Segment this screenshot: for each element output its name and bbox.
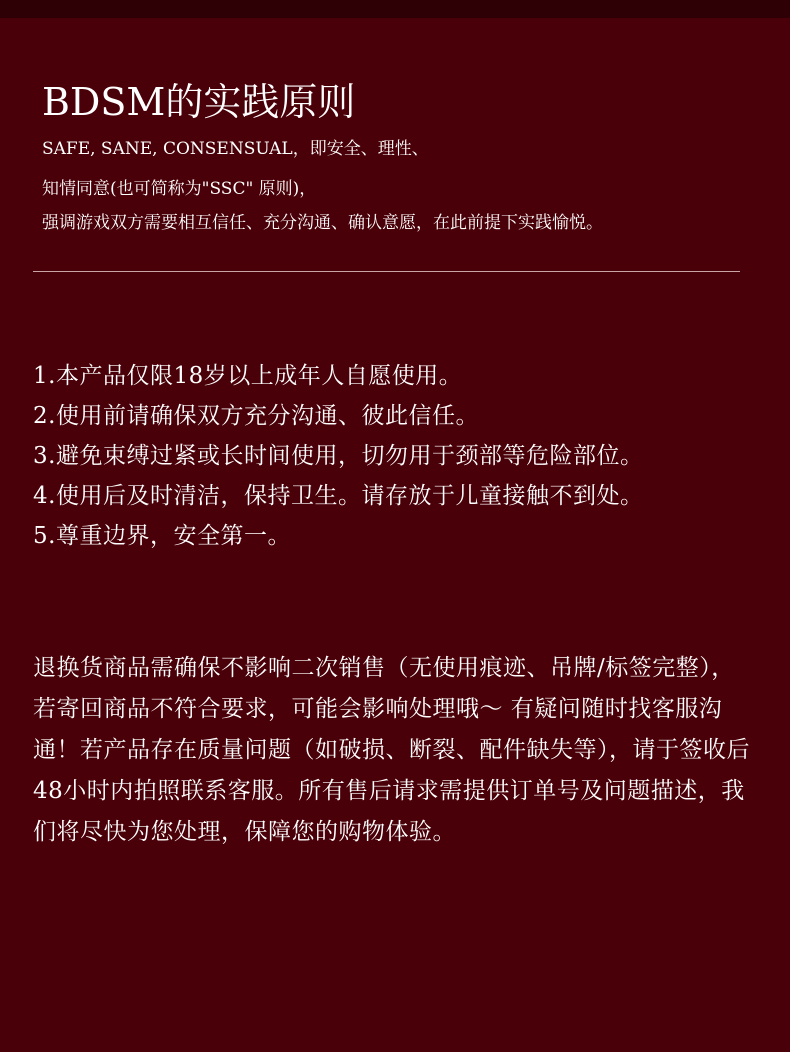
- section-divider: [33, 271, 740, 272]
- page-title: BDSM的实践原则: [42, 80, 356, 124]
- intro-line-2: 知情同意(也可简称为"SSC" 原则)，: [42, 179, 317, 199]
- rule-item: 3.避免束缚过紧或长时间使用，切勿用于颈部等危险部位。: [33, 443, 644, 469]
- rule-item: 4.使用后及时清洁，保持卫生。请存放于儿童接触不到处。: [33, 483, 644, 509]
- intro-line-3: 强调游戏双方需要相互信任、充分沟通、确认意愿，在此前提下实践愉悦。: [42, 213, 603, 233]
- rule-item: 2.使用前请确保双方充分沟通、彼此信任。: [33, 403, 479, 429]
- rule-item: 1.本产品仅限18岁以上成年人自愿使用。: [33, 363, 463, 389]
- rule-item: 5.尊重边界，安全第一。: [33, 523, 291, 549]
- usage-rules-list: [33, 356, 643, 556]
- returns-policy-text: 退换货商品需确保不影响二次销售（无使用痕迹、吊牌/标签完整），若寄回商品不符合要求，可能会影响处理哦～ 有疑问随时找客服沟通！若产品存在质量问题（如破损、断裂、配件缺失等），请于签收后48小时内拍照联系客服。所有售后请求需提供订单号及问题描述，我们将尽快为您处理，保障您的购物体验。: [33, 655, 750, 845]
- top-band: [0, 0, 790, 18]
- intro-line-1: SAFE, SANE, CONSENSUAL，即安全、理性、: [42, 139, 429, 159]
